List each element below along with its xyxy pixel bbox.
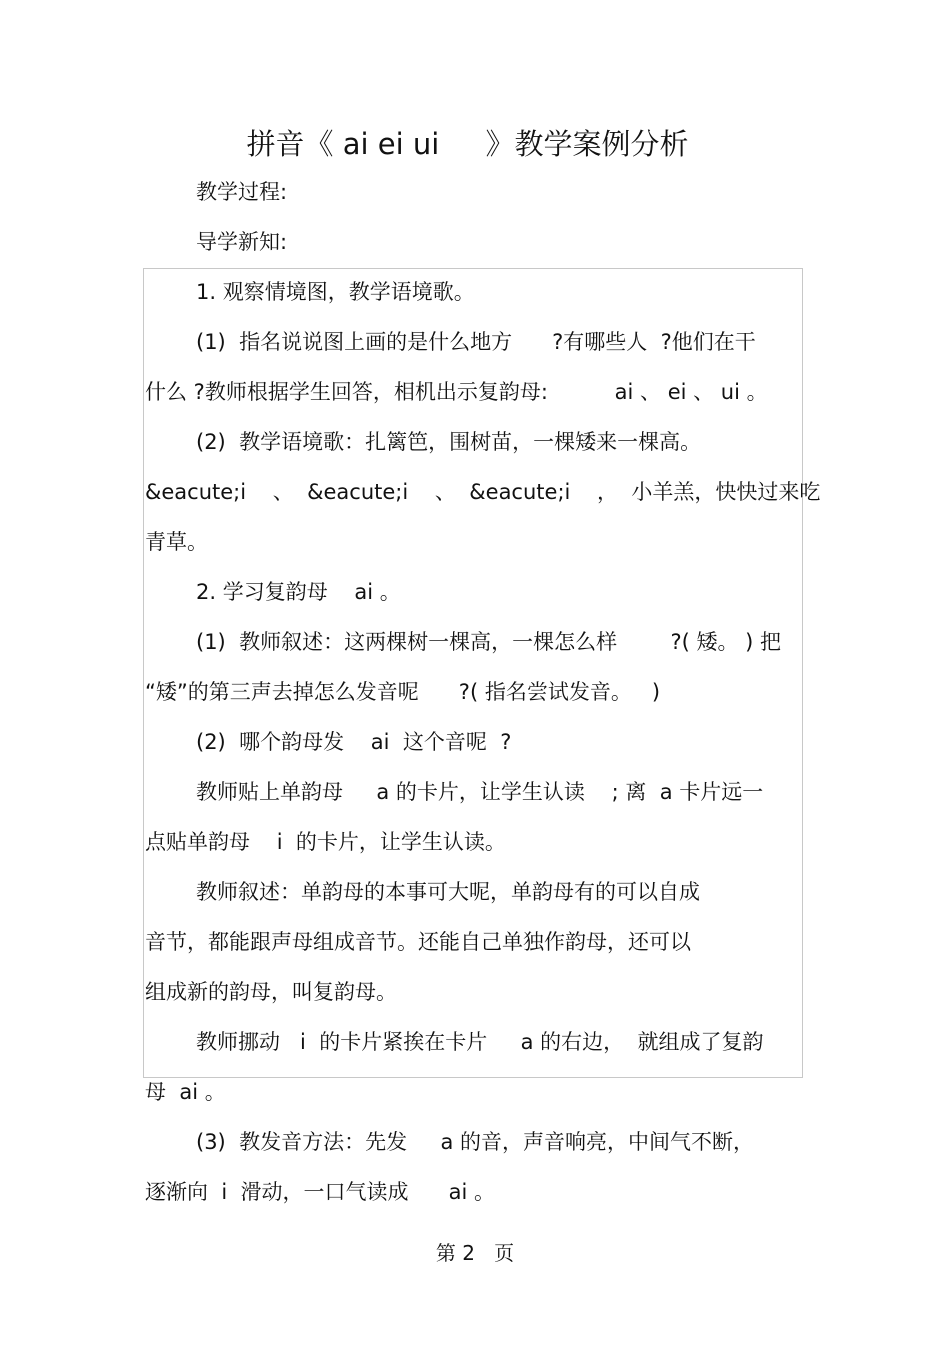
body-line: 1. 观察情境图，教学语境歌。 [196,280,475,304]
body-line: 什么 ?教师根据学生回答，相机出示复韵母: ai 、 ei 、 ui 。 [145,380,768,404]
section-heading-new-knowledge: 导学新知: [196,230,288,254]
page-number: 第 2 页 [435,1241,515,1265]
body-line: (2) 教学语境歌：扎篱笆，围树苗，一棵矮来一棵高。 [196,430,702,454]
body-line: (3) 教发音方法：先发 a 的音，声音响亮，中间气不断， [196,1130,755,1154]
body-line: 逐渐向 i 滑动，一口气读成 ai 。 [145,1180,495,1204]
body-line: 教师叙述：单韵母的本事可大呢，单韵母有的可以自成 [196,880,700,904]
body-line: 音节，都能跟声母组成音节。还能自己单独作韵母，还可以 [145,930,691,954]
body-line: 青草。 [145,530,208,554]
body-line: 2. 学习复韵母 ai 。 [196,580,401,604]
body-line: (1) 指名说说图上画的是什么地方 ?有哪些人 ?他们在干 [196,330,756,354]
body-line: 点贴单韵母 i 的卡片，让学生认读。 [145,830,506,854]
document-title: 拼音《 ai ei ui 》教学案例分析 [246,127,689,161]
body-line: (1) 教师叙述：这两棵树一棵高，一棵怎么样 ?( 矮。 ) 把 [196,630,782,654]
body-line: 教师贴上单韵母 a 的卡片，让学生认读 ; 离 a 卡片远一 [196,780,764,804]
body-line: “矮”的第三声去掉怎么发音呢 ?( 指名尝试发音。 ) [145,680,661,704]
body-line: 母 ai 。 [145,1080,226,1104]
body-line: &eacute;i 、 &eacute;i 、 &eacute;i ， 小羊羔，快快过来吃 [145,480,821,504]
body-line: (2) 哪个韵母发 ai 这个音呢 ? [196,730,512,754]
section-heading-process: 教学过程: [196,180,288,204]
body-line: 组成新的韵母，叫复韵母。 [145,980,397,1004]
body-line: 教师挪动 i 的卡片紧挨在卡片 a 的右边， 就组成了复韵 [196,1030,764,1054]
